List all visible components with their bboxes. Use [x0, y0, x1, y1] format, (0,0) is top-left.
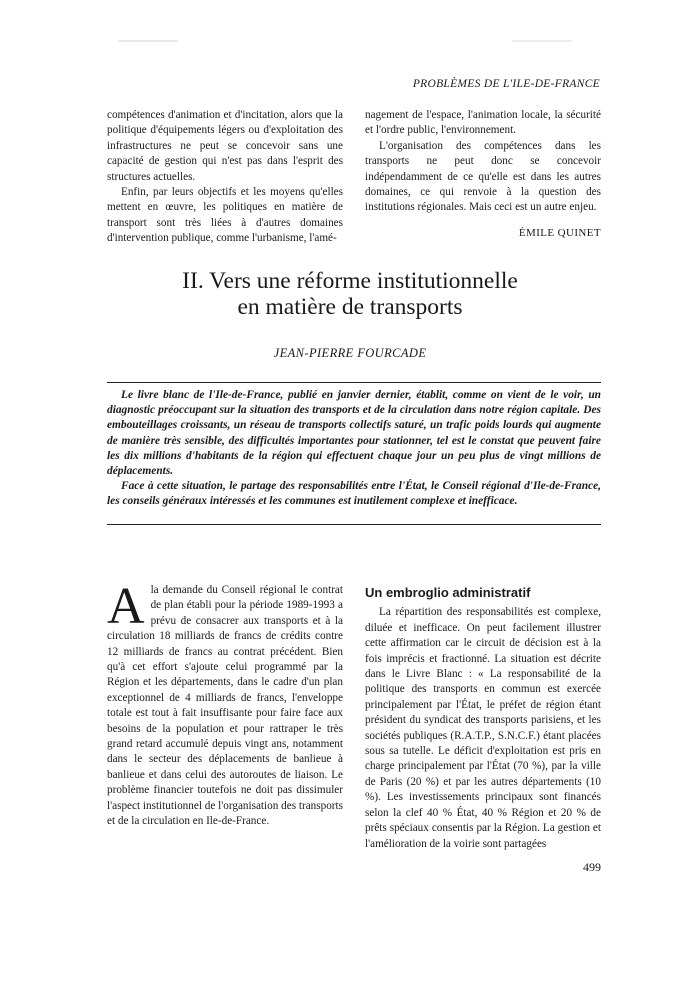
article-title-line: en matière de transports	[237, 294, 463, 320]
abstract-paragraph: Face à cette situation, le partage des responsabilités entre l'État, le Conseil régional d'Ile-de-France, les conseils généraux intéressés et les communes est inutilement complexe et inefficace.	[107, 480, 601, 508]
page-number: 499	[583, 860, 601, 874]
scan-artifact	[118, 40, 178, 42]
paragraph: La répartition des responsabilités est complexe, diluée et inefficace. On peut facilement illustrer cette affirmation car le circuit de décision est à la fois imprécis et fractionné. La situation est décrite dans le Livre Blanc : « La responsabilité de la politique des transports en commun est exercée principalement par l'État, le préfet de région étant président du syndicat des transports parisiens, et les sociétés publiques (R.A.T.P., S.N.C.F.) étant placées sous sa tutelle. Le déficit d'exploitation est pris en charge principalement par l'État (70 %), par la ville de Paris (20 %) et par les autres départements (10 %). Les investissements principaux sont financés selon la clef 40 % État, 40 % Région et 20 % de prêts spéciaux consentis par la Région. La gestion et l'amélioration de la voirie sont partagées	[365, 606, 601, 850]
paragraph: nagement de l'espace, l'animation locale, la sécurité et l'ordre public, l'environnement.	[365, 109, 601, 137]
paragraph: compétences d'animation et d'incitation, alors que la politique d'équipements légers ou d'exploitation des infrastructures ne peut se concevoir sans une capacité de gestion qui n'est pas dans l'esprit des structures actuelles.	[107, 109, 343, 183]
section-heading: Un embroglio administratif	[365, 585, 531, 600]
scan-artifact	[512, 40, 572, 42]
article-abstract	[107, 388, 601, 510]
body-right-column	[365, 585, 601, 852]
article-title	[100, 268, 600, 320]
drop-cap: A	[107, 578, 145, 635]
paragraph-text: la demande du Conseil régional le contrat de plan établi pour la période 1989-1993 a prévu de consacrer aux transports et à la circulation 18 milliards de francs de crédits contre 12 milliards de francs au contrat précédent. Bien qu'à cet effort s'ajoute celui programmé par la Région et les départements, dans le cadre d'un plan exceptionnel de 4 milliards de francs, l'enveloppe totale est tout à fait insuffisante pour faire face aux besoins de la population et pour rattraper le très grand retard accumulé depuis vingt ans, notamment dans le secteur des déplacements de banlieue à banlieue et dans celui des autoroutes de liaison. Le problème financier toutefois ne doit pas dissimuler l'aspect institutionnel de l'organisation des transports et de la circulation en Ile-de-France.	[107, 584, 343, 828]
body-left-column	[107, 578, 343, 830]
paragraph: Enfin, par leurs objectifs et les moyens qu'elles mettent en œuvre, les politiques en matière de transport sont très liées à d'autres domaines d'intervention publique, comme l'urbanisme, l'amé-	[107, 186, 343, 245]
running-header: PROBLÈMES DE L'ILE-DE-FRANCE	[412, 78, 600, 90]
previous-article-left-column	[107, 108, 343, 247]
article-title-line: II. Vers une réforme institutionnelle	[182, 268, 518, 294]
abstract-top-rule	[107, 382, 601, 383]
paragraph	[107, 578, 343, 830]
article-author: JEAN-PIERRE FOURCADE	[273, 346, 427, 360]
abstract-paragraph: Le livre blanc de l'Ile-de-France, publié en janvier dernier, établit, comme on vient de le voir, un diagnostic préoccupant sur la situation des transports et de la circulation dans notre région capitale. Des embouteillages croissants, un réseau de transports collectifs saturé, un trafic poids lourds qui augmente de manière très sensible, des difficultés importantes pour stationner, tel est le constat que peuvent faire les dix millions d'habitants de la région qui effectuent chaque jour un peu plus de vingt millions de déplacements.	[107, 389, 601, 478]
author-signature: ÉMILE QUINET	[518, 226, 601, 239]
paragraph: L'organisation des compétences dans les transports ne peut donc se concevoir indépendamment de ce qu'elle est dans les autres domaines, ce qui renvoie à la question des institutions régionales. Mais ceci est un autre enjeu.	[365, 139, 601, 214]
abstract-bottom-rule	[107, 524, 601, 525]
previous-article-right-column	[365, 108, 601, 241]
